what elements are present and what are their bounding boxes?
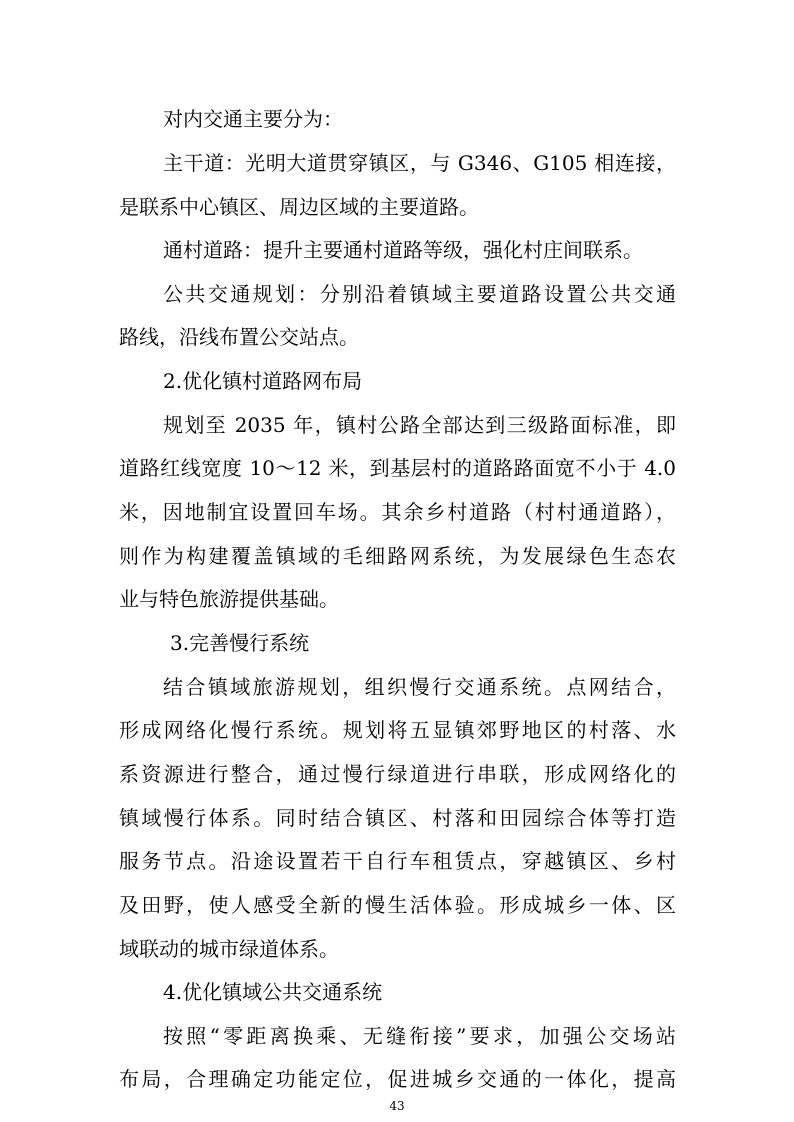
text-line-main-road: 主干道：光明大道贯穿镇区，与 G346、G105 相连接，	[163, 151, 676, 175]
section-heading-2: 2.优化镇村道路网布局	[163, 369, 363, 393]
text-line-main-road-cont: 是联系中心镇区、周边区域的主要道路。	[119, 195, 479, 219]
text-line-public-transit-cont: 路线，沿线布置公交站点。	[119, 325, 359, 349]
page-number: 43	[389, 1099, 405, 1113]
section-heading-3: 3.完善慢行系统	[170, 631, 310, 655]
text-line-slow-traffic-cont-3: 镇域慢行体系。同时结合镇区、村落和田园综合体等打造	[119, 806, 676, 830]
text-line-slow-traffic-cont-1: 形成网络化慢行系统。规划将五显镇郊野地区的村落、水	[119, 718, 676, 742]
text-line-slow-traffic-cont-4: 服务节点。沿途设置若干自行车租赁点，穿越镇区、乡村	[119, 849, 676, 873]
text-line-plan-2035-cont-1: 道路红线宽度 10～12 米，到基层村的道路路面宽不小于 4.0	[119, 456, 676, 480]
text-line-plan-2035: 规划至 2035 年，镇村公路全部达到三级路面标准，即	[163, 413, 676, 437]
text-line-plan-2035-cont-3: 则作为构建覆盖镇域的毛细路网系统，为发展绿色生态农	[119, 544, 676, 568]
text-line-plan-2035-cont-4: 业与特色旅游提供基础。	[119, 587, 339, 611]
text-line-slow-traffic-cont-5: 及田野，使人感受全新的慢生活体验。形成城乡一体、区	[119, 893, 676, 917]
text-line-slow-traffic-cont-2: 系资源进行整合，通过慢行绿道进行串联，形成网络化的	[119, 762, 676, 786]
section-heading-4: 4.优化镇域公共交通系统	[163, 980, 383, 1004]
text-line-public-transit: 公共交通规划：分别沿着镇域主要道路设置公共交通	[163, 282, 676, 306]
text-line-plan-2035-cont-2: 米，因地制宜设置回车场。其余乡村道路（村村通道路），	[119, 500, 676, 524]
text-line-intro: 对内交通主要分为：	[163, 107, 343, 131]
text-line-village-road: 通村道路：提升主要通村道路等级，强化村庄间联系。	[163, 238, 643, 262]
text-line-slow-traffic: 结合镇域旅游规划，组织慢行交通系统。点网结合，	[163, 675, 676, 699]
text-line-slow-traffic-cont-6: 域联动的城市绿道体系。	[119, 937, 339, 961]
text-line-zero-transfer: 按照“零距离换乘、无缝衔接”要求，加强公交场站	[163, 1024, 676, 1048]
text-line-zero-transfer-cont: 布局，合理确定功能定位，促进城乡交通的一体化，提高	[119, 1067, 676, 1091]
